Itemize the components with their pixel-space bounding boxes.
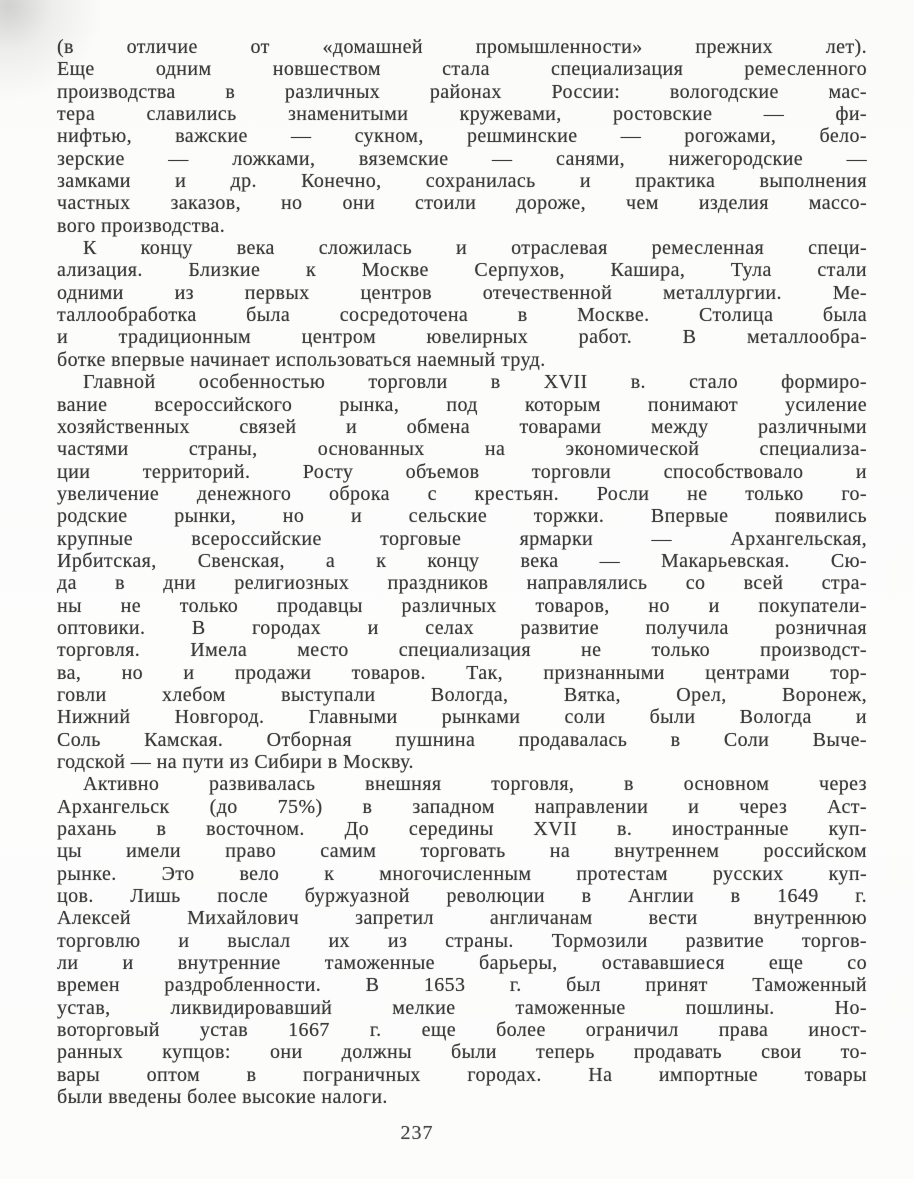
text-line: вары оптом в пограничных городах. На импортные товары [57, 1063, 867, 1086]
text-line: ранных купцов: они должны были теперь продавать свои то- [57, 1041, 867, 1064]
text-line: вого производства. [57, 214, 226, 237]
text-line: цы имели право самим торговать на внутреннем российском [57, 840, 867, 863]
text-line: крупные всероссийские торговые ярмарки — Архангельская, [57, 527, 867, 550]
text-line: частных заказов, но они стоили дороже, чем изделия массо- [57, 192, 867, 215]
text-line: Ирбитская, Свенская, а к концу века — Макарьевская. Сю- [57, 549, 867, 572]
text-line: цов. Лишь после буржуазной революции в Англии в 1649 г. [57, 885, 867, 908]
text-line: да в дни религиозных праздников направлялись со всей стра- [57, 572, 867, 595]
text-line: ализация. Близкие к Москве Серпухов, Кашира, Тула стали [57, 259, 867, 282]
text-line: Алексей Михайлович запретил англичанам вести внутреннюю [57, 907, 867, 930]
text-line: Нижний Новгород. Главными рынками соли были Вологда и [57, 706, 867, 729]
text-line: зерские — ложками, вяземские — санями, нижегородские — [57, 147, 867, 170]
paragraph [57, 237, 867, 371]
text-line: родские рынки, но и сельские торжки. Впервые появились [57, 505, 867, 528]
text-line: Соль Камская. Отборная пушнина продавалась в Соли Выче- [57, 728, 867, 751]
text-line: Активно развивалась внешняя торговля, в основном через [83, 773, 867, 796]
text-line: воторговый устав 1667 г. еще более ограничил права иност- [57, 1019, 867, 1042]
paragraph [57, 773, 867, 1108]
text-line: ны не только продавцы различных товаров, но и покупатели- [57, 594, 867, 617]
text-line: нифтью, важские — сукном, решминские — рогожами, бело- [57, 125, 867, 148]
text-line: рынке. Это вело к многочисленным протестам русских куп- [57, 862, 867, 885]
text-line: говли хлебом выступали Вологда, Вятка, Орел, Воронеж, [57, 683, 867, 706]
text-line: вание всероссийского рынка, под которым понимают усиление [57, 393, 867, 416]
paragraph [57, 371, 867, 773]
text-line: замками и др. Конечно, сохранилась и практика выполнения [57, 170, 867, 193]
text-line: ботке впервые начинает использоваться наемный труд. [57, 348, 546, 371]
text-line: (в отличие от «домашней промышленности» прежних лет). [57, 36, 867, 58]
text-line: ции территорий. Росту объемов торговли способствовало и [57, 460, 867, 483]
body-text [57, 36, 867, 1109]
text-line: торговля. Имела место специализация не только производст- [57, 639, 867, 662]
text-line: и традиционным центром ювелирных работ. В металлообра- [57, 326, 867, 349]
text-line: оптовики. В городах и селах развитие получила розничная [57, 616, 867, 639]
page-number: 237 [400, 1122, 434, 1144]
text-line: частями страны, основанных на экономической специализа- [57, 438, 867, 461]
text-line: Архангельск (до 75%) в западном направлении и через Аст- [57, 795, 867, 818]
text-line: годской — на пути из Сибири в Москву. [57, 751, 414, 773]
text-line: рахань в восточном. До середины XVII в. иностранные куп- [57, 818, 867, 841]
text-line: устав, ликвидировавший мелкие таможенные пошлины. Но- [57, 996, 867, 1019]
paragraph [57, 36, 867, 237]
text-line: времен раздробленности. В 1653 г. был принят Таможенный [57, 974, 867, 997]
text-line: увеличение денежного оброка с крестьян. Росли не только го- [57, 482, 867, 505]
text-line: ли и внутренние таможенные барьеры, остававшиеся еще со [57, 952, 867, 975]
text-line: таллообработка была сосредоточена в Москве. Столица была [57, 304, 867, 327]
text-line: торговлю и выслал их из страны. Тормозили развитие торгов- [57, 929, 867, 952]
text-line: ва, но и продажи товаров. Так, признанными центрами тор- [57, 661, 867, 684]
text-line: одними из первых центров отечественной металлургии. Ме- [57, 281, 867, 304]
text-line: Главной особенностью торговли в XVII в. стало формиро- [83, 371, 867, 394]
text-line: К концу века сложилась и отраслевая ремесленная специ- [83, 237, 867, 260]
text-line: хозяйственных связей и обмена товарами между различными [57, 415, 867, 438]
text-line: производства в различных районах России: вологодские мас- [57, 80, 867, 103]
text-line: тера славились знаменитыми кружевами, ростовские — фи- [57, 103, 867, 126]
text-line: Еще одним новшеством стала специализация ремесленного [57, 58, 867, 81]
text-line: были введены более высокие налоги. [57, 1086, 388, 1109]
